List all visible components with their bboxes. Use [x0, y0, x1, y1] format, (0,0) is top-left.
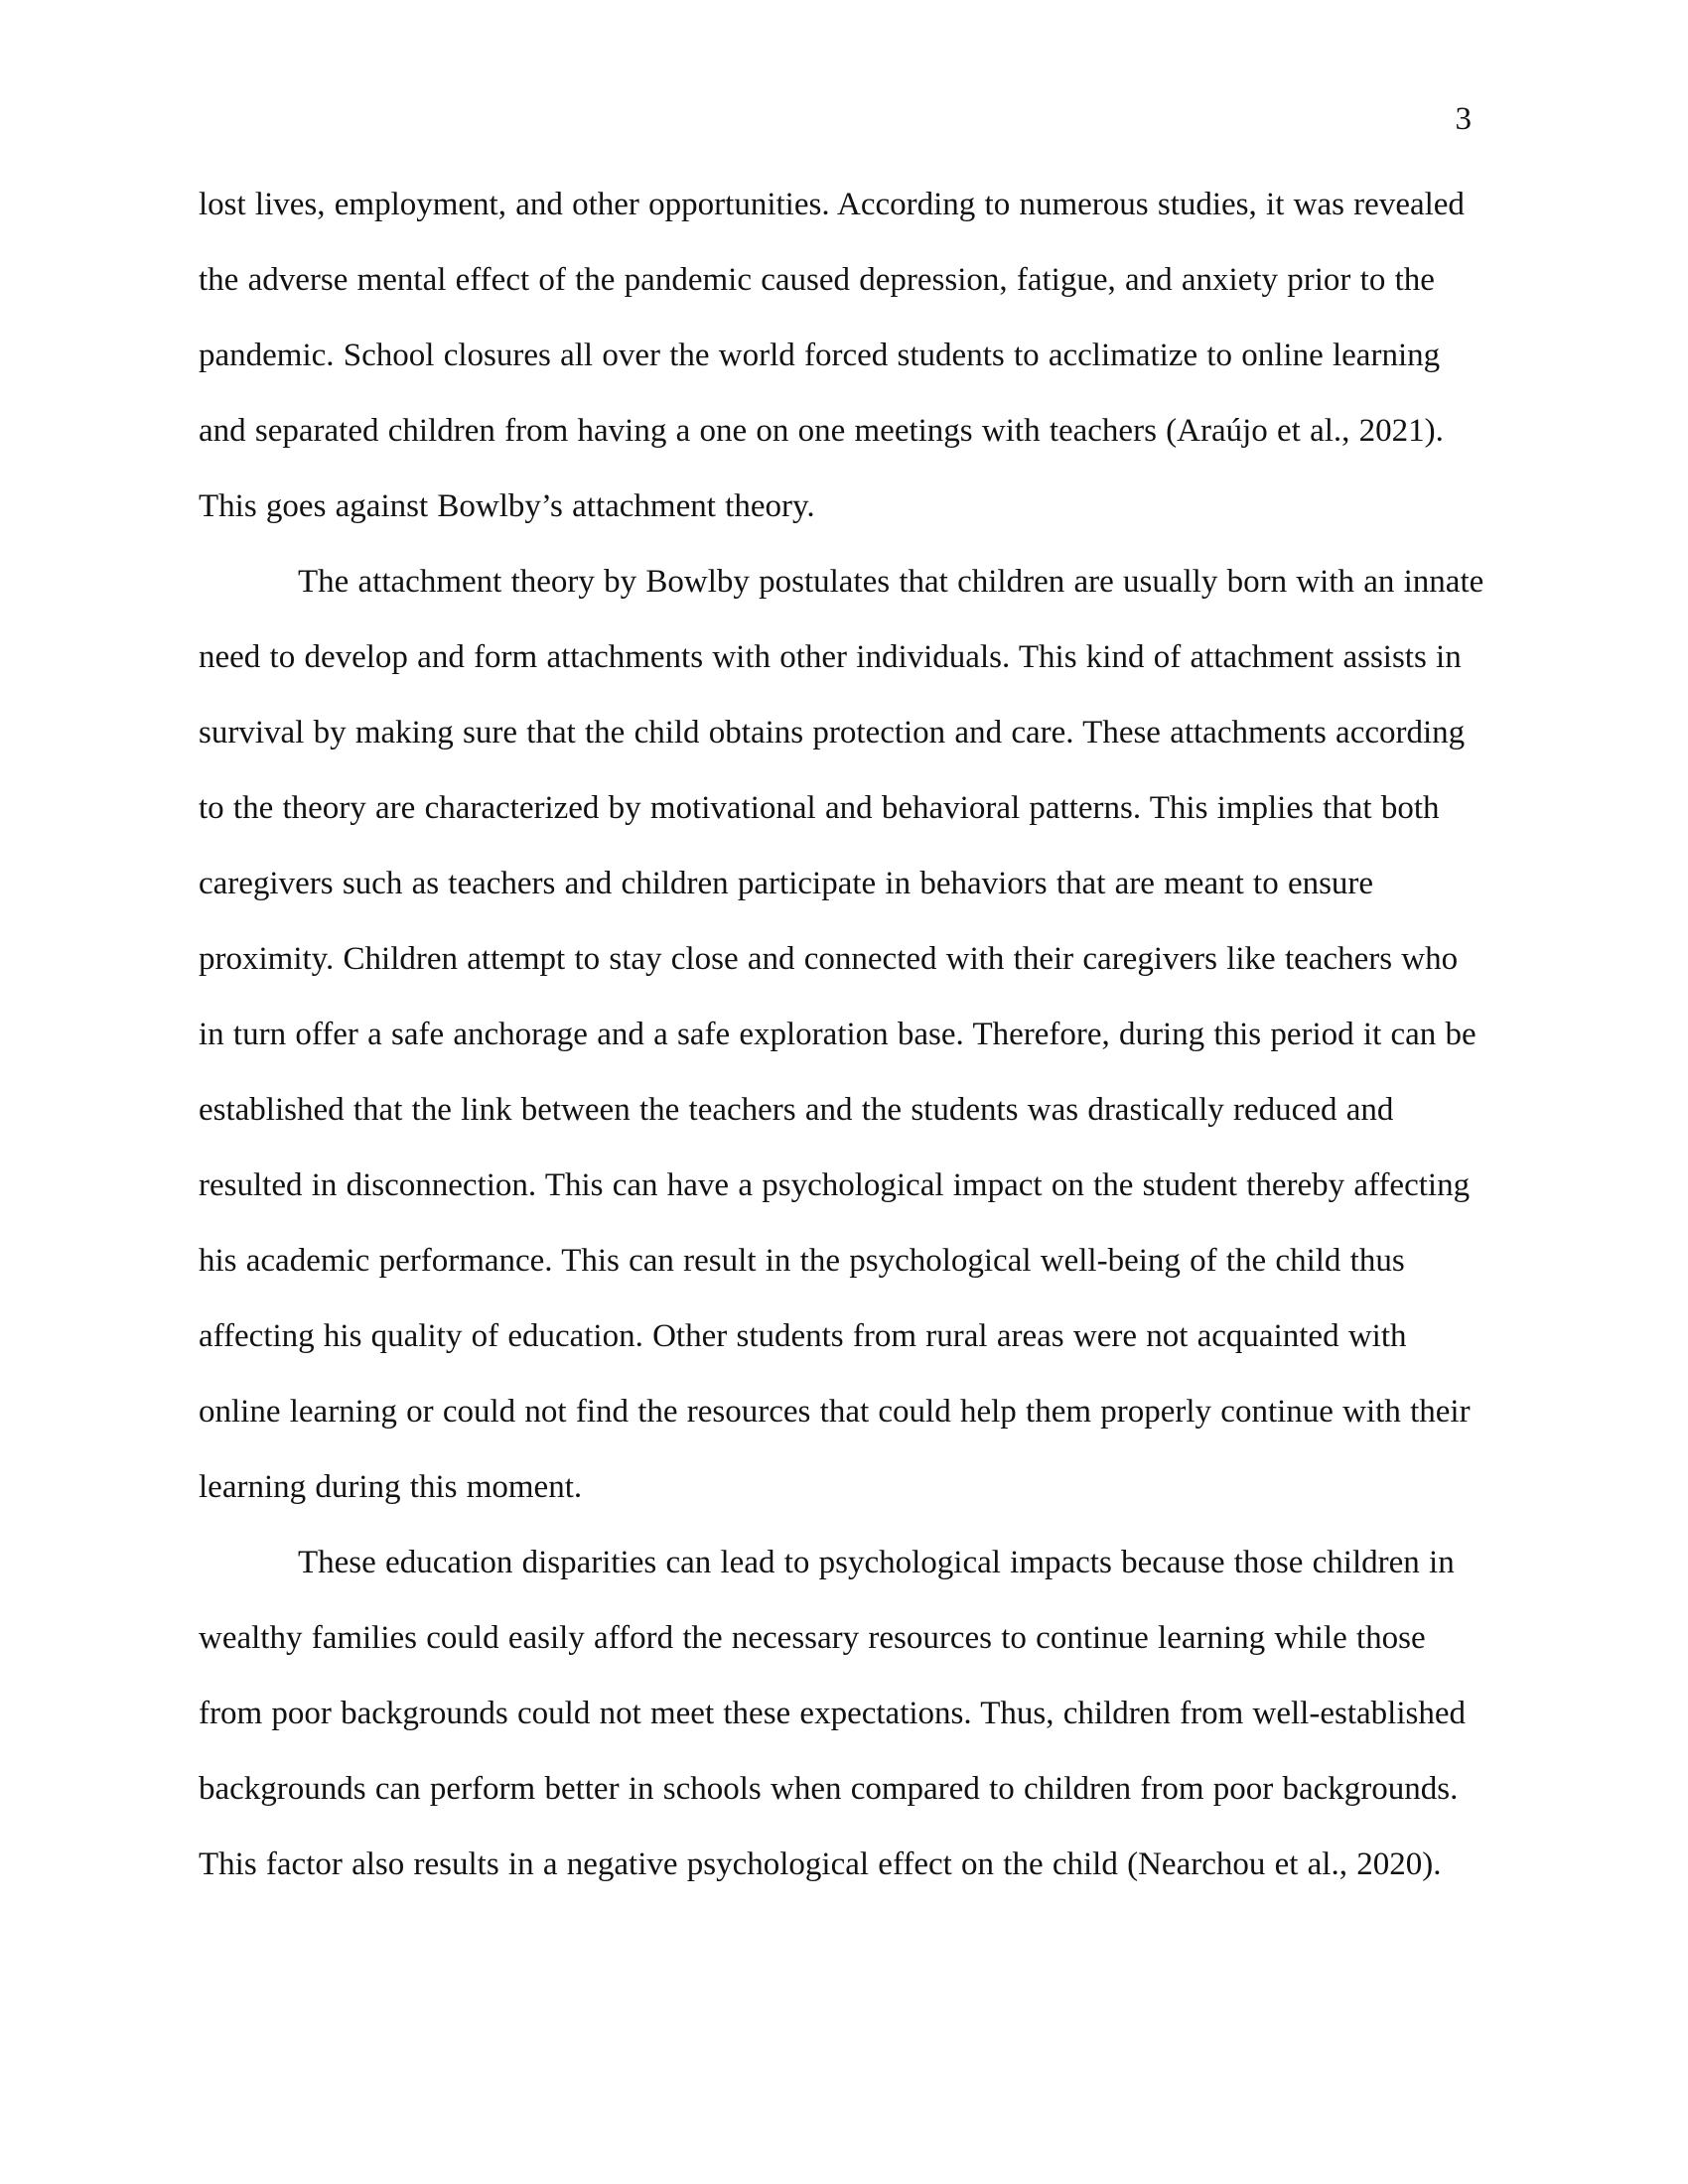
paragraph-continuation: lost lives, employment, and other opportunities. According to numerous studies, it was revealed the adverse mental effect of the pandemic caused depression, fatigue, and anxiety prior to the pandemic. School closures all over the world forced students to acclimatize to online learning and separated children from having a one on one meetings with teachers (Araújo et al., 2021). This goes against Bowlby’s attachment theory. — [199, 187, 1465, 524]
paragraph-education-disparities: These education disparities can lead to psychological impacts because those children in wealthy families could easily afford the necessary resources to continue learning while those from poor backgrounds could not meet these expectations. Thus, children from well-established backgrounds can perform better in schools when compared to children from poor backgrounds. This factor also results in a negative psychological effect on the child (Nearchou et al., 2020). — [199, 1545, 1466, 1882]
page-number: 3 — [1455, 101, 1472, 137]
document-body — [199, 167, 1489, 1902]
paragraph-attachment-theory: The attachment theory by Bowlby postulates that children are usually born with an innate need to develop and form attachments with other individuals. This kind of attachment assists in survival by making sure that the child obtains protection and care. These attachments according to the theory are characterized by motivational and behavioral patterns. This implies that both caregivers such as teachers and children participate in behaviors that are meant to ensure proximity. Children attempt to stay close and connected with their caregivers like teachers who in turn offer a safe anchorage and a safe exploration base. Therefore, during this period it can be established that the link between the teachers and the students was drastically reduced and resulted in disconnection. This can have a psychological impact on the student thereby affecting his academic performance. This can result in the psychological well-being of the child thus affecting his quality of education. Other students from rural areas were not acquainted with online learning or could not find the resources that could help them properly continue with their learning during this moment. — [199, 564, 1484, 1505]
